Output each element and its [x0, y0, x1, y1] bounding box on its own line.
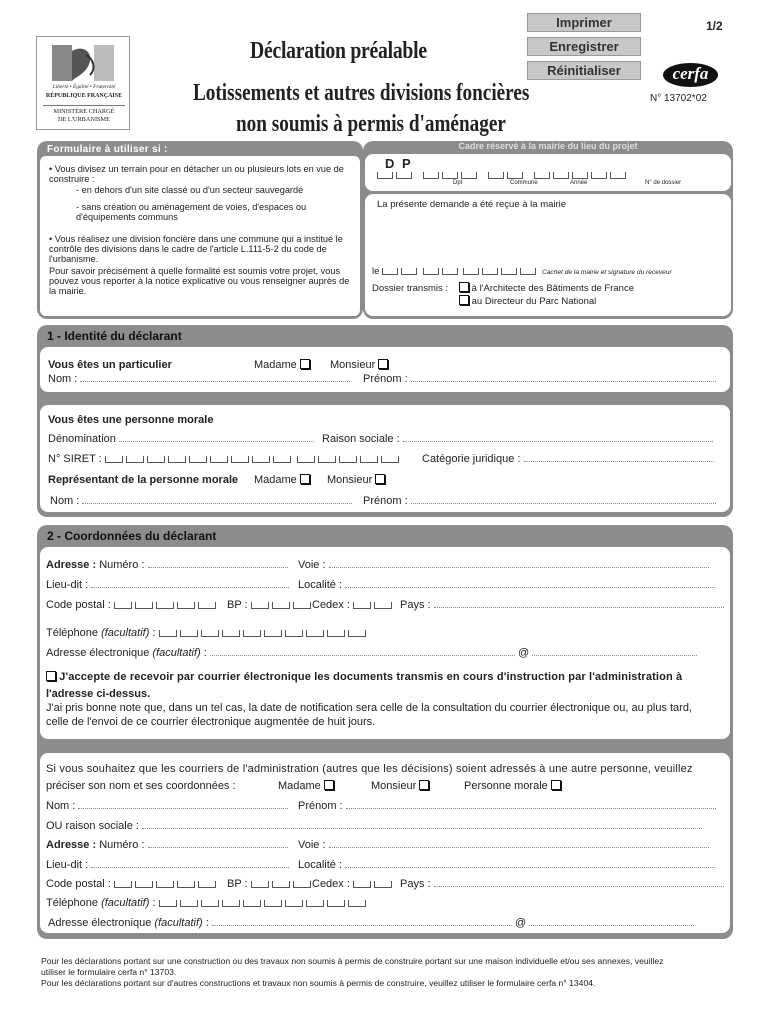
numero-field[interactable]: Adresse : Numéro : [46, 559, 288, 571]
rep-nom-field[interactable]: Nom : [50, 495, 352, 507]
form-subtitle-2: non soumis à permis d'aménager [236, 111, 506, 137]
usage-bullet-1: • Vous divisez un terrain pour en détacher un ou plusieurs lots en vue de construire : [49, 164, 344, 184]
col-dossier: N° de dossier [645, 180, 682, 186]
cerfa-number: N° 13702*02 [650, 93, 707, 104]
form-title: Déclaration préalable [250, 38, 427, 64]
address-card [40, 547, 730, 739]
dossier-number-boxes[interactable] [377, 170, 629, 181]
siret-field[interactable]: N° SIRET : [48, 453, 402, 465]
voie-field[interactable]: Voie : [298, 559, 709, 571]
postal-code-field[interactable]: Code postal : [46, 599, 219, 611]
other-telephone-field[interactable]: Téléphone (facultatif) : [46, 897, 369, 909]
madame-option[interactable]: Madame [254, 359, 310, 371]
email-field[interactable]: Adresse électronique (facultatif) : @ [46, 647, 697, 659]
transmis-label: Dossier transmis : [372, 283, 449, 294]
abf-checkbox[interactable] [459, 282, 469, 292]
other-morale-checkbox[interactable] [551, 780, 561, 790]
save-button[interactable]: Enregistrer [527, 37, 641, 56]
other-line-1: Si vous souhaitez que les courriers de l'administration (autres que les décisions) soient adressés à une autre personne, veuillez [46, 763, 693, 775]
accept-email-checkbox[interactable] [46, 671, 56, 681]
footer-line-3: Pour les déclarations portant sur d'autres constructions et travaux non soumis à permis de construire, veuillez utiliser le formulaire cerfa n° 13404. [41, 978, 596, 988]
other-monsieur-checkbox[interactable] [419, 780, 429, 790]
accept-line-2: l'adresse ci-dessus. [46, 688, 151, 700]
logo-ministry: MINISTÈRE CHARGÉ DE L'URBANISME [53, 108, 115, 123]
section-1-title: 1 - Identité du déclarant [47, 329, 182, 343]
usage-panel [37, 141, 363, 319]
col-commune: Commune [510, 180, 538, 186]
monsieur-option[interactable]: Monsieur [330, 359, 388, 371]
section-coordinates [37, 525, 733, 939]
mairie-panel [363, 141, 733, 319]
rep-madame-option[interactable]: Madame [254, 474, 310, 486]
form-subtitle-1: Lotissements et autres divisions foncières [193, 80, 530, 106]
usage-bullet-2: • Vous réalisez une division foncière dans une commune qui a institué le contrôle des divisions dans le cadre de l'article L.111-5-2 du code de l'urbanisme. [49, 234, 343, 264]
section-2-title: 2 - Coordonnées du déclarant [47, 529, 217, 543]
other-bp-field[interactable]: BP : [227, 878, 314, 890]
other-recipient-card [40, 753, 730, 933]
bp-field[interactable]: BP : [227, 599, 314, 611]
morale-card [40, 405, 730, 512]
usage-panel-body [40, 156, 360, 316]
telephone-field[interactable]: Téléphone (facultatif) : [46, 627, 369, 639]
section-identity [37, 325, 733, 517]
rep-prenom-field[interactable]: Prénom : [363, 495, 716, 507]
abf-option[interactable]: à l'Architecte des Bâtiments de France [459, 282, 634, 294]
categorie-field[interactable]: Catégorie juridique : [422, 453, 714, 465]
dp-label: D P [385, 156, 413, 171]
accept-note-1: J'ai pris bonne note que, dans un tel cas, la date de notification sera celle de la consultation du courrier électronique ou, au plus tard, [46, 702, 693, 714]
other-madame-option[interactable]: Madame [278, 780, 334, 792]
prenom-field[interactable]: Prénom : [363, 373, 716, 385]
parc-checkbox[interactable] [459, 295, 469, 305]
logo-republic: RÉPUBLIQUE FRANÇAISE [45, 93, 123, 99]
denomination-field[interactable]: Dénomination [48, 433, 314, 445]
dossier-number-card [365, 154, 731, 191]
reception-date[interactable]: le Cachet de la mairie et signature du receveur [372, 266, 672, 277]
morale-label: Vous êtes une personne morale [48, 414, 214, 426]
monsieur-checkbox[interactable] [378, 359, 388, 369]
footer-line-1: Pour les déclarations portant sur une construction ou des travaux non soumis à permis de construire portant sur une maison individuelle et/ou ses annexes, veuillez [41, 956, 664, 966]
print-button[interactable]: Imprimer [527, 13, 641, 32]
madame-checkbox[interactable] [300, 359, 310, 369]
other-cedex-field[interactable]: Cedex : [312, 878, 395, 890]
received-label: La présente demande a été reçue à la mairie [377, 199, 567, 210]
other-localite-field[interactable]: Localité : [298, 859, 715, 871]
representant-label: Représentant de la personne morale [48, 474, 239, 486]
localite-field[interactable]: Localité : [298, 579, 715, 591]
other-raison-field[interactable]: OU raison sociale : [46, 820, 702, 832]
other-pays-field[interactable]: Pays : [400, 878, 724, 890]
other-madame-checkbox[interactable] [324, 780, 334, 790]
other-nom-field[interactable]: Nom : [46, 800, 288, 812]
particulier-card [40, 347, 730, 392]
other-numero-field[interactable]: Adresse : Numéro : [46, 839, 288, 851]
usage-note: Pour savoir précisément à quelle formalité est soumis votre projet, vous pouvez vous reporter à la notice explicative ou vous renseigner auprès de la mairie. [49, 266, 350, 296]
rep-monsieur-checkbox[interactable] [375, 474, 385, 484]
particulier-label: Vous êtes un particulier [48, 359, 172, 371]
other-prenom-field[interactable]: Prénom : [298, 800, 716, 812]
page-number: 1/2 [706, 19, 723, 33]
nom-field[interactable]: Nom : [48, 373, 350, 385]
accept-note-2: celle de l'envoi de ce courrier électronique augmentée de huit jours. [46, 716, 376, 728]
rep-madame-checkbox[interactable] [300, 474, 310, 484]
rep-monsieur-option[interactable]: Monsieur [327, 474, 385, 486]
other-email-field[interactable]: Adresse électronique (facultatif) : @ [48, 917, 694, 929]
other-voie-field[interactable]: Voie : [298, 839, 709, 851]
marianne-icon [52, 45, 114, 81]
reset-button[interactable]: Réinitialiser [527, 61, 641, 80]
usage-sub-2: - sans création ou aménagement de voies, d'espaces ou d'équipements communs [76, 202, 307, 222]
logo-motto: Liberté • Égalité • Fraternité [52, 84, 116, 90]
col-dpt: Dpt [453, 180, 463, 186]
raison-sociale-field[interactable]: Raison sociale : [322, 433, 713, 445]
reception-card [365, 194, 731, 316]
cerfa-logo: cerfa [663, 63, 718, 87]
mairie-panel-title: Cadre réservé à la mairie du lieu du projet [458, 141, 638, 151]
usage-panel-title: Formulaire à utiliser si : [47, 144, 168, 155]
usage-sub-1: - en dehors d'un site classé ou d'un secteur sauvegardé [76, 185, 304, 195]
parc-option[interactable]: au Directeur du Parc National [459, 295, 596, 307]
other-postal-field[interactable]: Code postal : [46, 878, 219, 890]
other-morale-option[interactable]: Personne morale [464, 780, 561, 792]
accept-email-option[interactable]: J'accepte de recevoir par courrier électronique les documents transmis en cours d'instruction par l'administration à [46, 671, 682, 683]
other-line-2: préciser son nom et ses coordonnées : [46, 780, 236, 792]
other-monsieur-option[interactable]: Monsieur [371, 780, 429, 792]
cedex-field[interactable]: Cedex : [312, 599, 395, 611]
republic-logo [36, 36, 130, 130]
footer-line-2: utiliser le formulaire cerfa n° 13703. [41, 967, 177, 977]
lieudit-field[interactable]: Lieu-dit : [46, 579, 289, 591]
logo-divider [43, 105, 125, 106]
pays-field[interactable]: Pays : [400, 599, 724, 611]
other-lieudit-field[interactable]: Lieu-dit : [46, 859, 289, 871]
col-annee: Année [570, 180, 588, 186]
cachet-label: Cachet de la mairie et signature du receveur [541, 269, 672, 276]
